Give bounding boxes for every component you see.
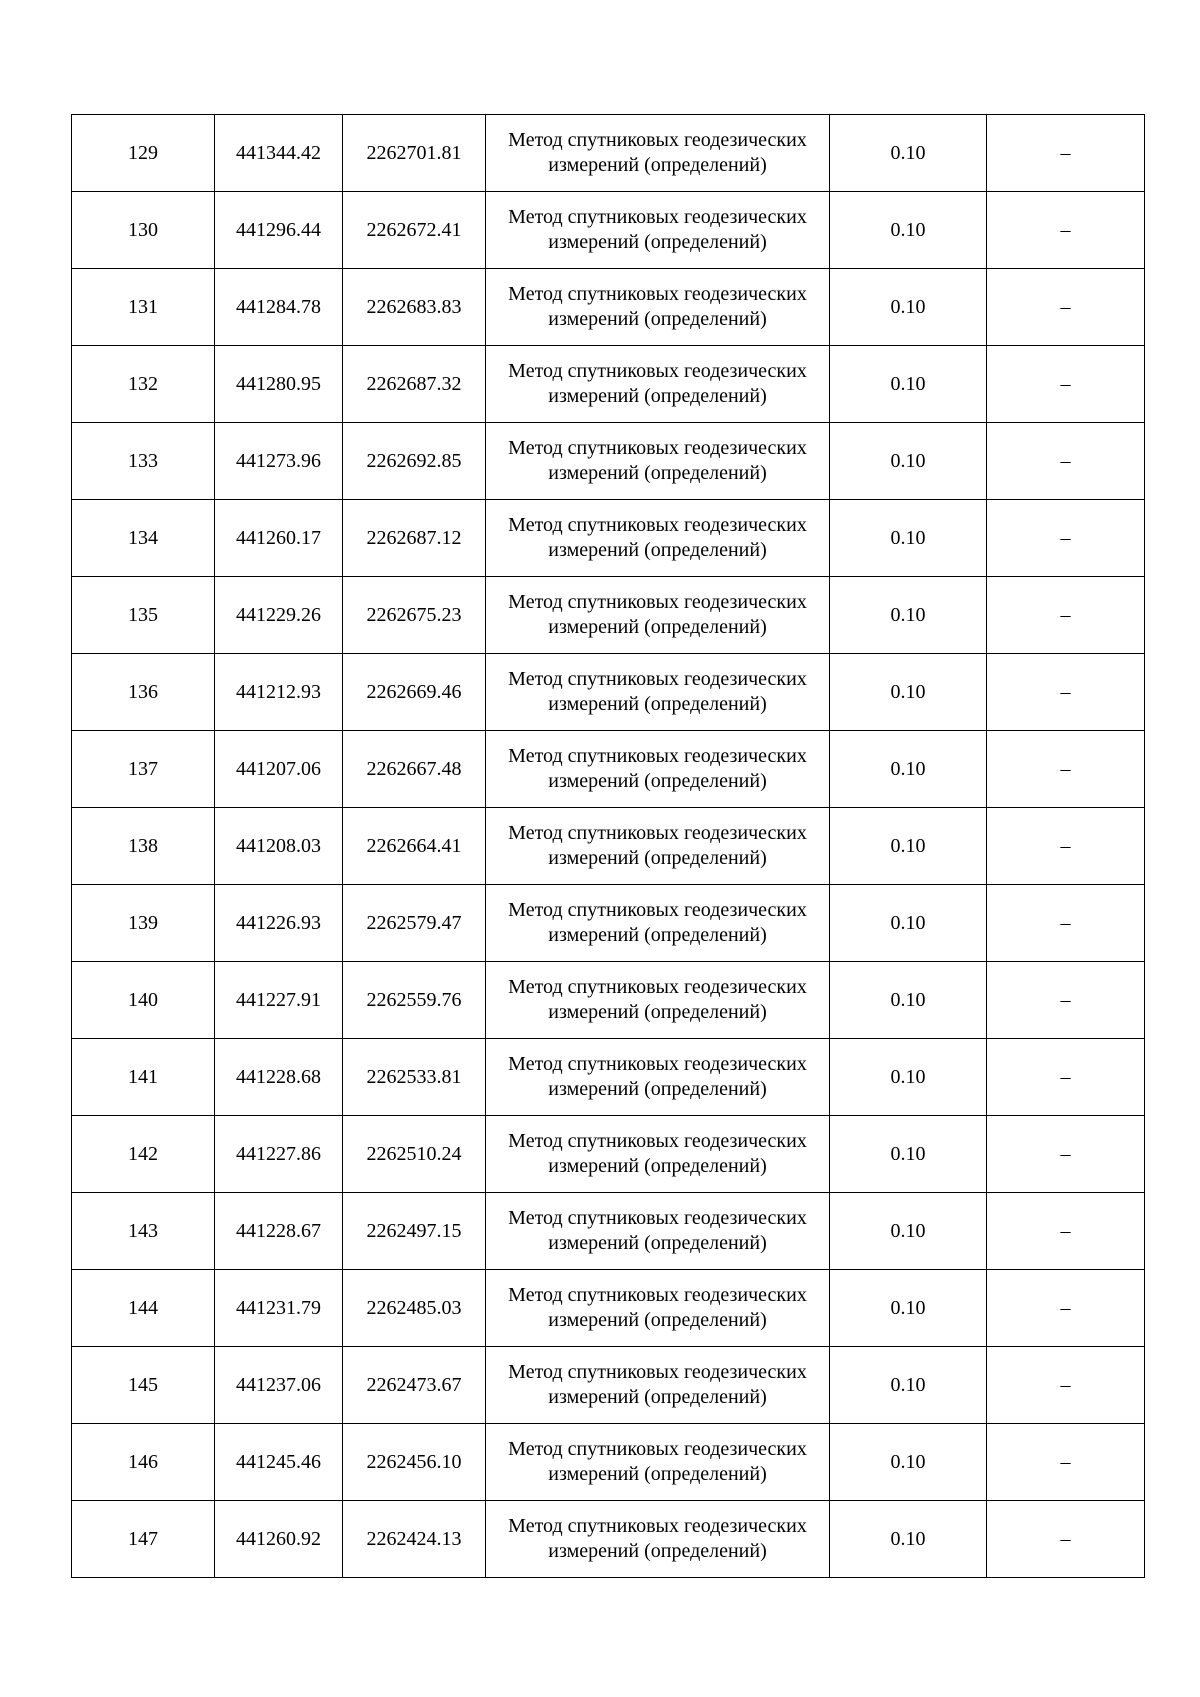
point-number-cell: 135	[72, 577, 215, 654]
point-number-cell: 134	[72, 500, 215, 577]
point-number-cell: 131	[72, 269, 215, 346]
y-coordinate-cell: 2262669.46	[343, 654, 486, 731]
accuracy-cell: 0.10	[830, 1116, 987, 1193]
y-coordinate-cell: 2262692.85	[343, 423, 486, 500]
coordinates-table-body	[72, 115, 1145, 1578]
method-cell: Метод спутниковых геодезических измерений (определений)	[486, 346, 830, 423]
method-cell: Метод спутниковых геодезических измерений (определений)	[486, 1424, 830, 1501]
y-coordinate-cell: 2262485.03	[343, 1270, 486, 1347]
x-coordinate-cell: 441212.93	[215, 654, 343, 731]
note-cell: –	[987, 1116, 1145, 1193]
table-row	[72, 1193, 1145, 1270]
method-cell: Метод спутниковых геодезических измерений (определений)	[486, 1347, 830, 1424]
method-cell: Метод спутниковых геодезических измерений (определений)	[486, 808, 830, 885]
method-cell: Метод спутниковых геодезических измерений (определений)	[486, 577, 830, 654]
point-number-cell: 133	[72, 423, 215, 500]
point-number-cell: 143	[72, 1193, 215, 1270]
note-cell: –	[987, 346, 1145, 423]
x-coordinate-cell: 441208.03	[215, 808, 343, 885]
x-coordinate-cell: 441228.67	[215, 1193, 343, 1270]
accuracy-cell: 0.10	[830, 346, 987, 423]
note-cell: –	[987, 1039, 1145, 1116]
note-cell: –	[987, 808, 1145, 885]
note-cell: –	[987, 423, 1145, 500]
accuracy-cell: 0.10	[830, 269, 987, 346]
x-coordinate-cell: 441260.17	[215, 500, 343, 577]
accuracy-cell: 0.10	[830, 115, 987, 192]
table-row	[72, 1270, 1145, 1347]
x-coordinate-cell: 441228.68	[215, 1039, 343, 1116]
y-coordinate-cell: 2262672.41	[343, 192, 486, 269]
accuracy-cell: 0.10	[830, 654, 987, 731]
x-coordinate-cell: 441245.46	[215, 1424, 343, 1501]
note-cell: –	[987, 962, 1145, 1039]
accuracy-cell: 0.10	[830, 1347, 987, 1424]
table-row	[72, 808, 1145, 885]
point-number-cell: 141	[72, 1039, 215, 1116]
table-row	[72, 1039, 1145, 1116]
y-coordinate-cell: 2262683.83	[343, 269, 486, 346]
accuracy-cell: 0.10	[830, 1270, 987, 1347]
y-coordinate-cell: 2262456.10	[343, 1424, 486, 1501]
note-cell: –	[987, 1424, 1145, 1501]
x-coordinate-cell: 441280.95	[215, 346, 343, 423]
note-cell: –	[987, 500, 1145, 577]
note-cell: –	[987, 192, 1145, 269]
method-cell: Метод спутниковых геодезических измерений (определений)	[486, 654, 830, 731]
point-number-cell: 129	[72, 115, 215, 192]
method-cell: Метод спутниковых геодезических измерений (определений)	[486, 423, 830, 500]
table-row	[72, 731, 1145, 808]
point-number-cell: 142	[72, 1116, 215, 1193]
x-coordinate-cell: 441227.91	[215, 962, 343, 1039]
method-cell: Метод спутниковых геодезических измерений (определений)	[486, 500, 830, 577]
method-cell: Метод спутниковых геодезических измерений (определений)	[486, 1116, 830, 1193]
y-coordinate-cell: 2262579.47	[343, 885, 486, 962]
note-cell: –	[987, 115, 1145, 192]
table-row	[72, 269, 1145, 346]
x-coordinate-cell: 441207.06	[215, 731, 343, 808]
x-coordinate-cell: 441231.79	[215, 1270, 343, 1347]
y-coordinate-cell: 2262424.13	[343, 1501, 486, 1578]
method-cell: Метод спутниковых геодезических измерений (определений)	[486, 962, 830, 1039]
x-coordinate-cell: 441344.42	[215, 115, 343, 192]
y-coordinate-cell: 2262497.15	[343, 1193, 486, 1270]
x-coordinate-cell: 441284.78	[215, 269, 343, 346]
y-coordinate-cell: 2262687.12	[343, 500, 486, 577]
accuracy-cell: 0.10	[830, 962, 987, 1039]
method-cell: Метод спутниковых геодезических измерений (определений)	[486, 1270, 830, 1347]
note-cell: –	[987, 577, 1145, 654]
accuracy-cell: 0.10	[830, 808, 987, 885]
x-coordinate-cell: 441260.92	[215, 1501, 343, 1578]
table-row	[72, 654, 1145, 731]
table-row	[72, 1347, 1145, 1424]
y-coordinate-cell: 2262701.81	[343, 115, 486, 192]
x-coordinate-cell: 441237.06	[215, 1347, 343, 1424]
point-number-cell: 137	[72, 731, 215, 808]
accuracy-cell: 0.10	[830, 1039, 987, 1116]
table-row	[72, 192, 1145, 269]
accuracy-cell: 0.10	[830, 885, 987, 962]
method-cell: Метод спутниковых геодезических измерений (определений)	[486, 269, 830, 346]
table-row	[72, 962, 1145, 1039]
point-number-cell: 136	[72, 654, 215, 731]
method-cell: Метод спутниковых геодезических измерений (определений)	[486, 115, 830, 192]
table-row	[72, 1501, 1145, 1578]
table-row	[72, 115, 1145, 192]
x-coordinate-cell: 441227.86	[215, 1116, 343, 1193]
point-number-cell: 147	[72, 1501, 215, 1578]
table-row	[72, 1116, 1145, 1193]
accuracy-cell: 0.10	[830, 192, 987, 269]
method-cell: Метод спутниковых геодезических измерений (определений)	[486, 1193, 830, 1270]
x-coordinate-cell: 441226.93	[215, 885, 343, 962]
point-number-cell: 144	[72, 1270, 215, 1347]
y-coordinate-cell: 2262533.81	[343, 1039, 486, 1116]
x-coordinate-cell: 441229.26	[215, 577, 343, 654]
x-coordinate-cell: 441273.96	[215, 423, 343, 500]
accuracy-cell: 0.10	[830, 577, 987, 654]
y-coordinate-cell: 2262559.76	[343, 962, 486, 1039]
table-row	[72, 500, 1145, 577]
method-cell: Метод спутниковых геодезических измерений (определений)	[486, 1501, 830, 1578]
accuracy-cell: 0.10	[830, 500, 987, 577]
note-cell: –	[987, 1270, 1145, 1347]
accuracy-cell: 0.10	[830, 1193, 987, 1270]
note-cell: –	[987, 1501, 1145, 1578]
y-coordinate-cell: 2262675.23	[343, 577, 486, 654]
accuracy-cell: 0.10	[830, 1424, 987, 1501]
method-cell: Метод спутниковых геодезических измерений (определений)	[486, 731, 830, 808]
y-coordinate-cell: 2262510.24	[343, 1116, 486, 1193]
note-cell: –	[987, 654, 1145, 731]
note-cell: –	[987, 269, 1145, 346]
note-cell: –	[987, 731, 1145, 808]
point-number-cell: 130	[72, 192, 215, 269]
method-cell: Метод спутниковых геодезических измерений (определений)	[486, 1039, 830, 1116]
table-row	[72, 423, 1145, 500]
x-coordinate-cell: 441296.44	[215, 192, 343, 269]
table-row	[72, 1424, 1145, 1501]
table-row	[72, 577, 1145, 654]
note-cell: –	[987, 1193, 1145, 1270]
point-number-cell: 140	[72, 962, 215, 1039]
table-row	[72, 885, 1145, 962]
method-cell: Метод спутниковых геодезических измерений (определений)	[486, 885, 830, 962]
note-cell: –	[987, 1347, 1145, 1424]
table-row	[72, 346, 1145, 423]
y-coordinate-cell: 2262667.48	[343, 731, 486, 808]
point-number-cell: 132	[72, 346, 215, 423]
point-number-cell: 145	[72, 1347, 215, 1424]
point-number-cell: 146	[72, 1424, 215, 1501]
point-number-cell: 138	[72, 808, 215, 885]
accuracy-cell: 0.10	[830, 731, 987, 808]
y-coordinate-cell: 2262664.41	[343, 808, 486, 885]
coordinates-table	[71, 114, 1145, 1578]
method-cell: Метод спутниковых геодезических измерений (определений)	[486, 192, 830, 269]
point-number-cell: 139	[72, 885, 215, 962]
accuracy-cell: 0.10	[830, 423, 987, 500]
y-coordinate-cell: 2262473.67	[343, 1347, 486, 1424]
accuracy-cell: 0.10	[830, 1501, 987, 1578]
note-cell: –	[987, 885, 1145, 962]
y-coordinate-cell: 2262687.32	[343, 346, 486, 423]
